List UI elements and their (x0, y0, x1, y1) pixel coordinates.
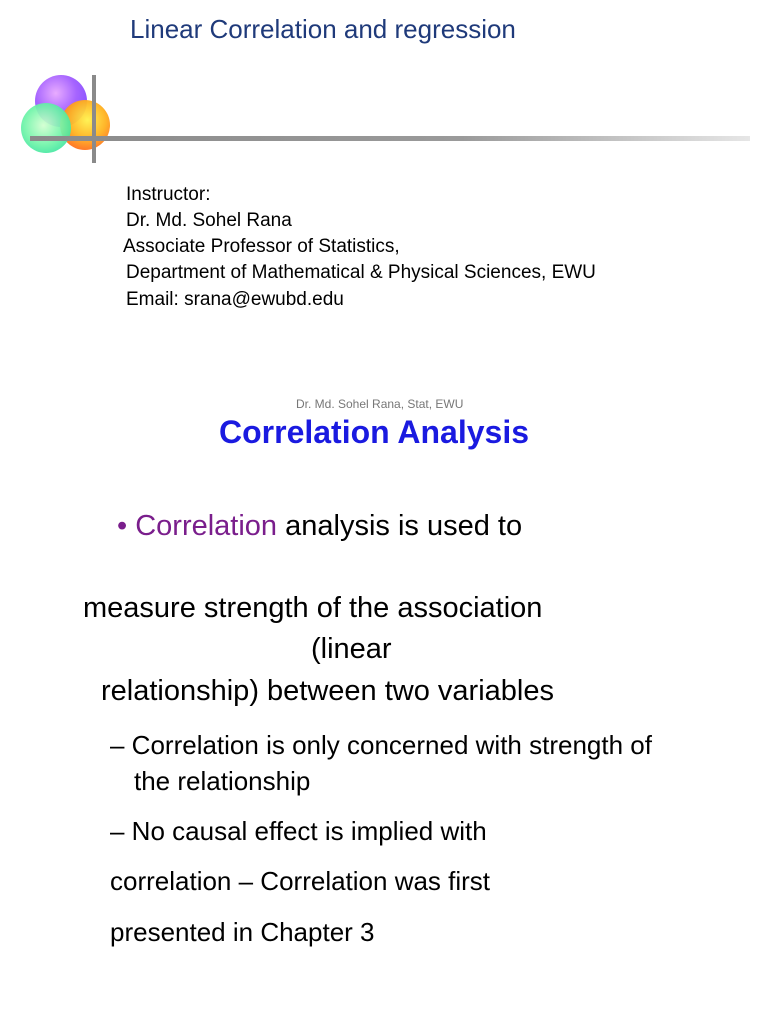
instructor-department: Department of Mathematical & Physical Sciences, EWU (126, 262, 596, 283)
slide-footer: Dr. Md. Sohel Rana, Stat, EWU (296, 397, 464, 411)
instructor-name: Dr. Md. Sohel Rana (126, 210, 292, 231)
instructor-label: Instructor: (126, 184, 211, 205)
bullet-highlight: Correlation (135, 510, 278, 542)
slide-title: Linear Correlation and regression (130, 14, 516, 44)
horizontal-divider (30, 136, 750, 141)
instructor-position: Associate Professor of Statistics, (123, 236, 400, 257)
sub-point-2-cont-2: presented in Chapter 3 (110, 917, 375, 947)
sub-point-1: – Correlation is only concerned with strength of (110, 730, 652, 760)
body-line-2: (linear (311, 633, 392, 665)
bullet-line (117, 510, 522, 543)
bullet-rest: analysis is used to (277, 510, 523, 542)
body-line-1: measure strength of the association (83, 592, 543, 624)
sub-point-1-cont: the relationship (134, 766, 311, 796)
green-circle-icon (21, 103, 71, 153)
instructor-email: Email: srana@ewubd.edu (126, 289, 344, 310)
bullet-marker: • (117, 510, 128, 542)
slide-heading: Correlation Analysis (219, 414, 530, 450)
body-line-3: relationship) between two variables (101, 675, 554, 707)
sub-point-2: – No causal effect is implied with (110, 816, 487, 846)
sub-point-2-cont: correlation – Correlation was first (110, 866, 491, 896)
vertical-divider (92, 75, 96, 163)
